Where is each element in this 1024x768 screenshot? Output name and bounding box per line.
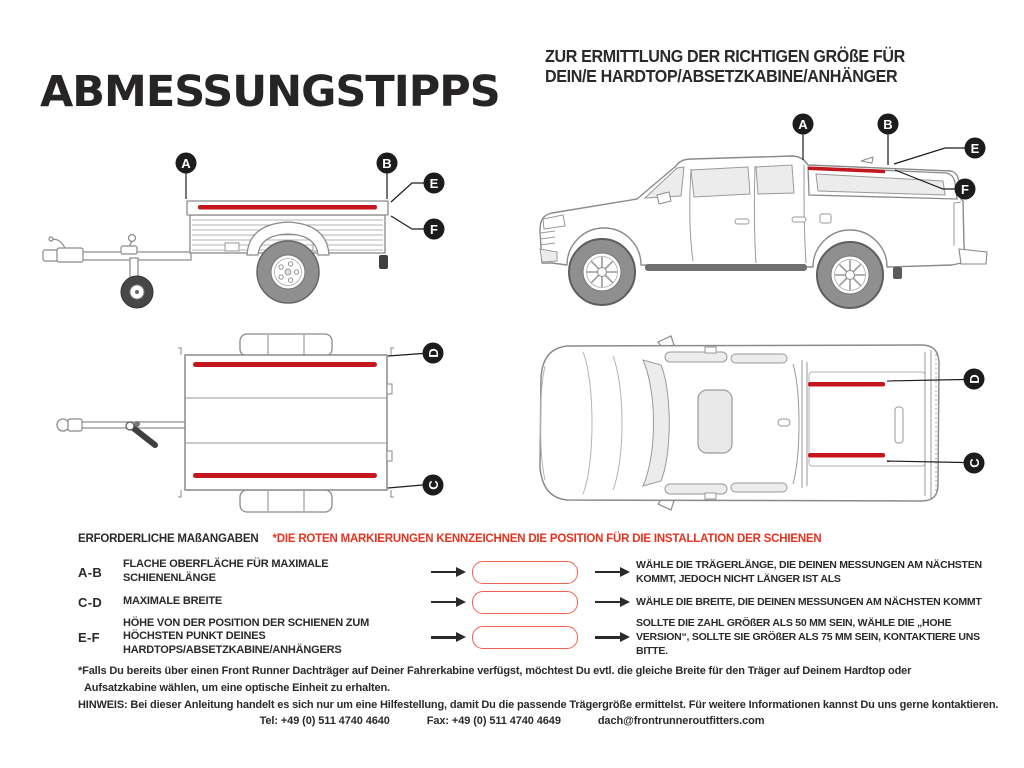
- marker-b: B: [883, 117, 893, 132]
- page-subtitle: [545, 47, 905, 86]
- trailer-deck: [178, 348, 394, 497]
- door-handle: [735, 219, 749, 224]
- arrow-right-icon: [595, 571, 621, 574]
- trailer-wheel: [257, 241, 319, 303]
- antenna-fin-top: [778, 419, 790, 426]
- measurement-value-field: [472, 561, 578, 584]
- measurement-value-field: [472, 626, 578, 649]
- side-latch: [387, 384, 392, 394]
- measurement-description: FLACHE OBERFLÄCHE FÜR MAXIMALE SCHIENENLÄNGE: [123, 558, 329, 584]
- measurement-code: A-B: [78, 564, 103, 580]
- subtitle-line-1: ZUR ERMITTLUNG DER RICHTIGEN GRÖßE FÜR: [545, 46, 905, 66]
- handbrake-lever: [132, 427, 155, 445]
- marker-b: B: [382, 156, 392, 171]
- rail-position-marking: [198, 205, 377, 210]
- truck-side-view-diagram: [495, 103, 1010, 318]
- rear-wheel: [817, 242, 883, 308]
- arrow-right-icon: [595, 636, 621, 639]
- measurement-description: MAXIMALE BREITE: [123, 595, 223, 608]
- measurement-row-ab: [78, 556, 988, 588]
- measurement-value-field: [472, 591, 578, 614]
- rail-position-marking: [808, 453, 885, 458]
- measurement-row-ef: [78, 616, 988, 659]
- contact-tel: Tel: +49 (0) 511 4740 4640: [259, 715, 390, 727]
- contact-fax: Fax: +49 (0) 511 4740 4649: [426, 715, 561, 727]
- hinweis-note: HINWEIS: Bei dieser Anleitung handelt es sich nur um eine Hilfestellung, damit Du die passende Trägergröße ermittelst. Für weitere Informationen kannst Du uns gerne kontaktieren.: [78, 699, 999, 711]
- measurement-description: HÖHE VON DER POSITION DER SCHIENEN ZUM HÖCHSTEN PUNKT DEINES HARDTOPS/ABSETZKABINE/ANHÄNGERS: [123, 616, 370, 657]
- measurements-heading-row: [78, 533, 822, 545]
- trailer-drawbar-top: [57, 419, 185, 445]
- hitch-coupler: [57, 419, 69, 431]
- marker-d: D: [967, 374, 982, 384]
- page-title: ABMESSUNGSTIPPS: [40, 66, 500, 117]
- trailer-top-view-diagram: [35, 332, 470, 522]
- side-latch: [387, 451, 392, 461]
- jockey-wheel: [121, 276, 153, 308]
- subtitle-line-2: DEIN/E HARDTOP/ABSETZKABINE/ANHÄNGER: [545, 65, 898, 86]
- truck-top-view-diagram: [525, 332, 1005, 522]
- arrow-right-icon: [595, 601, 621, 604]
- arrow-right-icon: [431, 601, 457, 604]
- arrow-right-icon: [431, 571, 457, 574]
- marker-f: F: [961, 182, 969, 197]
- measurement-guidance: WÄHLE DIE BREITE, DIE DEINEN MESSUNGEN AM NÄCHSTEN KOMMT: [636, 595, 982, 608]
- rail-position-marking: [808, 382, 885, 387]
- marker-e: E: [429, 176, 439, 191]
- front-wheel: [569, 239, 635, 305]
- measurement-guidance: SOLLTE DIE ZAHL GRÖßER ALS 50 MM SEIN, WÄHLE DIE „HOHE VERSION“, SOLLTE SIE GRÖßER ALS 75 MM SEIN, KONTAKTIERE UNS BITTE.: [636, 617, 980, 658]
- front-door-window: [691, 167, 750, 197]
- marker-lines: [388, 354, 423, 489]
- measurements-heading: ERFORDERLICHE MAßANGABEN: [78, 533, 259, 545]
- measurement-row-cd: [78, 588, 988, 616]
- door-handle: [792, 217, 806, 222]
- bed-rail-box: [895, 407, 903, 443]
- marker-a: A: [798, 117, 808, 132]
- marker-e: E: [970, 141, 980, 156]
- rail-position-marking: [193, 362, 377, 367]
- rear-bumper: [959, 249, 987, 264]
- marker-c: C: [426, 480, 441, 490]
- rear-door-window: [756, 165, 794, 194]
- truck-top-outline: [540, 345, 939, 501]
- measurement-code: E-F: [78, 629, 100, 645]
- mudflap: [893, 267, 902, 279]
- antenna-fin: [861, 157, 873, 163]
- trailer-top-rail: [187, 201, 388, 215]
- marker-c: C: [967, 458, 982, 468]
- red-markings-note: *DIE ROTEN MARKIERUNGEN KENNZEICHNEN DIE POSITION FÜR DIE INSTALLATION DER SCHIENEN: [272, 533, 822, 545]
- rear-roller: [379, 255, 388, 269]
- trailer-side-view-diagram: [35, 108, 465, 323]
- running-board: [645, 264, 807, 271]
- trailer-drawbar: [43, 235, 191, 283]
- marker-a: A: [181, 156, 191, 171]
- marker-f: F: [430, 222, 438, 237]
- contact-footer: [0, 715, 1024, 727]
- arrow-right-icon: [431, 636, 457, 639]
- contact-email: dach@frontrunneroutfitters.com: [597, 715, 765, 727]
- sunroof: [698, 390, 732, 453]
- measurement-code: C-D: [78, 594, 103, 610]
- measurement-guidance: WÄHLE DIE TRÄGERLÄNGE, DIE DEINEN MESSUNGEN AM NÄCHSTEN KOMMT, JEDOCH NICHT LÄNGER IST ALS: [636, 558, 982, 585]
- measurement-rows: [78, 556, 988, 659]
- marker-d: D: [426, 348, 441, 358]
- fuel-door: [820, 214, 831, 223]
- asterisk-footnote: *Falls Du bereits über einen Front Runner Dachträger auf Deiner Fahrerkabine verfügst, möchtest Du evtl. die gleiche Breite für den Träger auf Deinem Hardtop oder Aufsatzkabine wählen, um eine optische Einheit zu erhalten.: [78, 665, 912, 695]
- rail-position-marking: [193, 473, 377, 478]
